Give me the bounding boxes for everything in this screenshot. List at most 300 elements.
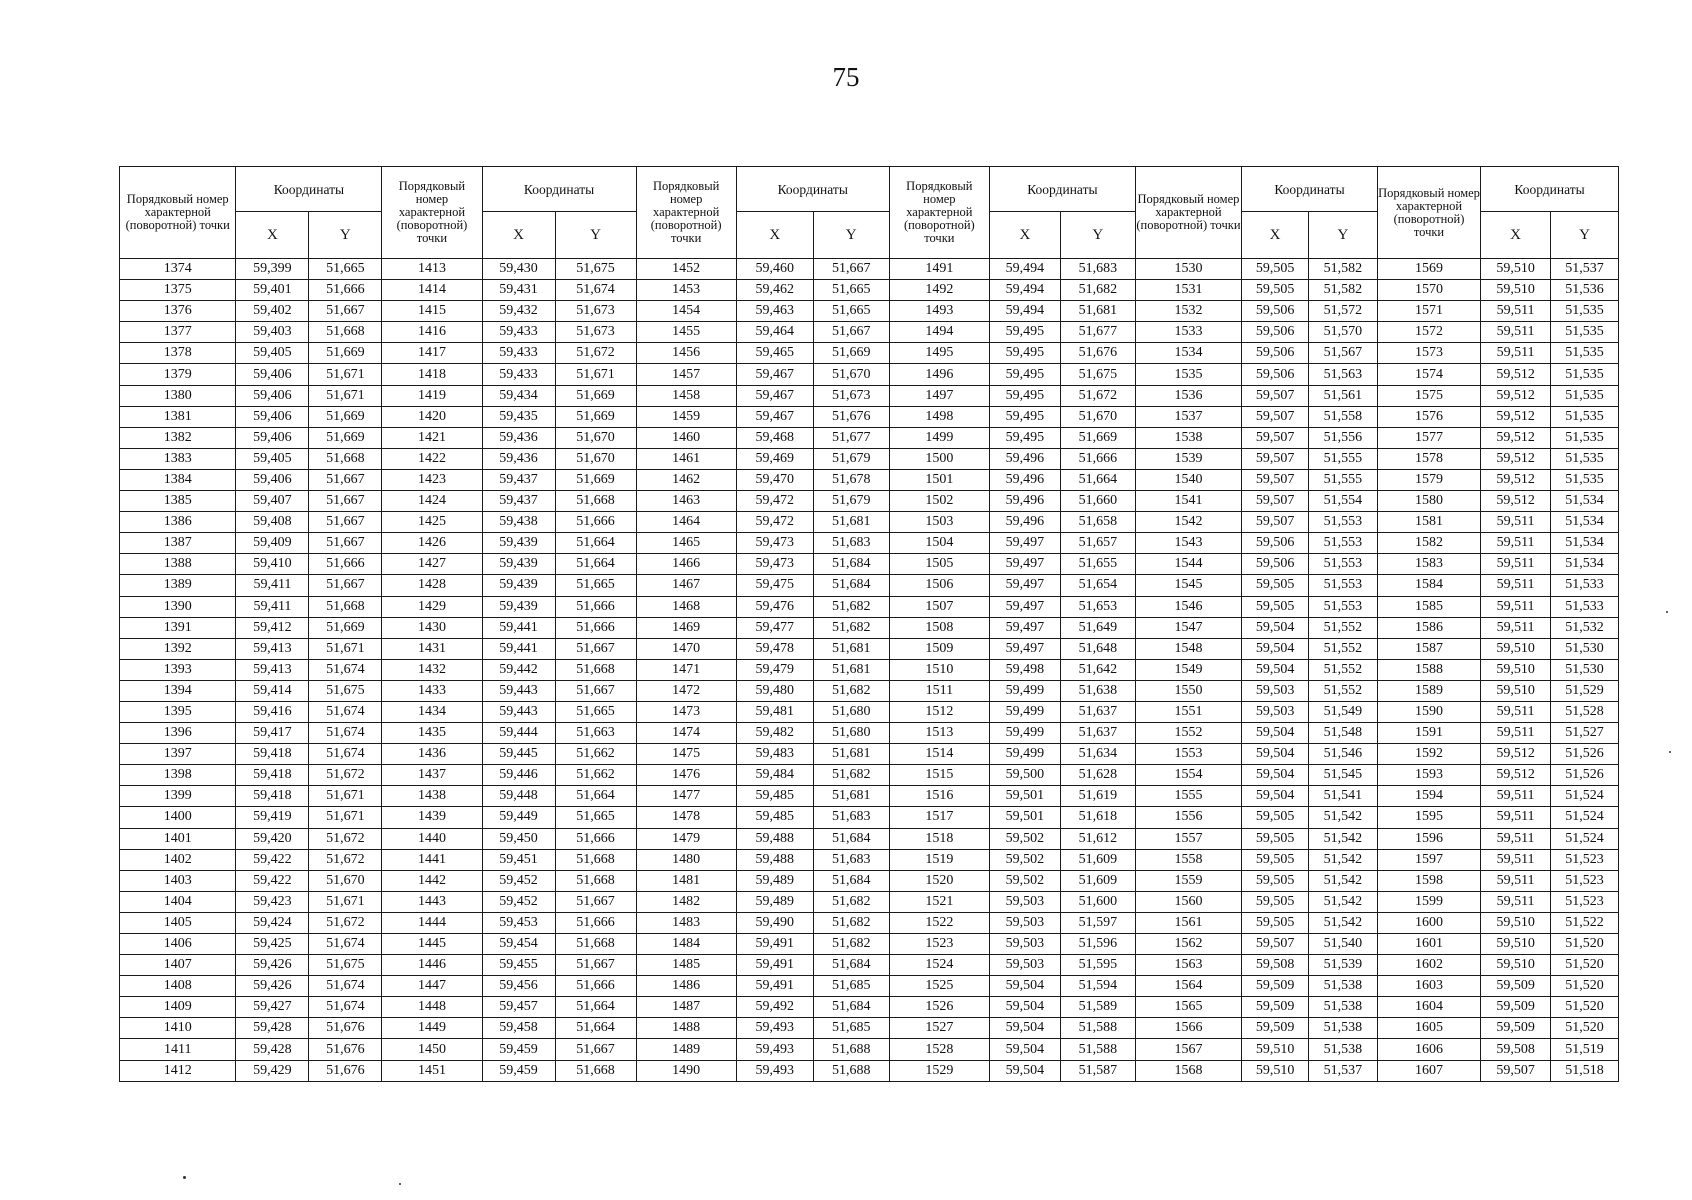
y-coordinate-cell: 51,681 [813,638,889,659]
point-number-cell: 1484 [636,934,736,955]
table-row [120,934,1619,955]
point-number-cell: 1504 [889,533,989,554]
y-coordinate-cell: 51,674 [555,280,636,301]
y-coordinate-cell: 51,666 [555,512,636,533]
y-header: Y [1308,212,1377,259]
point-number-cell: 1460 [636,427,736,448]
x-coordinate-cell: 59,504 [1242,659,1309,680]
table-row [120,491,1619,512]
y-coordinate-cell: 51,677 [1060,322,1135,343]
point-number-cell: 1407 [120,955,236,976]
point-number-cell: 1392 [120,638,236,659]
x-coordinate-cell: 59,422 [236,870,309,891]
x-coordinate-cell: 59,493 [736,1039,813,1060]
y-coordinate-cell: 51,674 [309,997,382,1018]
point-number-cell: 1552 [1135,723,1241,744]
point-number-cell: 1394 [120,680,236,701]
y-coordinate-cell: 51,638 [1060,680,1135,701]
y-coordinate-cell: 51,683 [813,533,889,554]
x-coordinate-cell: 59,467 [736,385,813,406]
x-coordinate-cell: 59,509 [1481,1018,1551,1039]
x-coordinate-cell: 59,456 [482,976,555,997]
y-coordinate-cell: 51,597 [1060,912,1135,933]
point-number-cell: 1498 [889,406,989,427]
y-coordinate-cell: 51,533 [1551,596,1619,617]
y-coordinate-cell: 51,679 [813,448,889,469]
coordinates-header: Координаты [1242,167,1378,212]
x-coordinate-cell: 59,511 [1481,891,1551,912]
y-coordinate-cell: 51,535 [1551,322,1619,343]
point-number-cell: 1441 [382,849,482,870]
point-number-cell: 1488 [636,1018,736,1039]
point-number-header: Порядковый номер характерной (поворотной) точки [120,167,236,259]
x-coordinate-cell: 59,420 [236,828,309,849]
x-coordinate-cell: 59,503 [989,891,1060,912]
x-coordinate-cell: 59,475 [736,575,813,596]
table-row [120,322,1619,343]
point-number-cell: 1375 [120,280,236,301]
y-coordinate-cell: 51,666 [555,912,636,933]
x-header: X [1481,212,1551,259]
point-number-cell: 1472 [636,680,736,701]
point-number-cell: 1537 [1135,406,1241,427]
point-number-cell: 1491 [889,259,989,280]
x-coordinate-cell: 59,491 [736,976,813,997]
y-coordinate-cell: 51,683 [813,807,889,828]
table-row [120,448,1619,469]
y-coordinate-cell: 51,582 [1308,259,1377,280]
point-number-cell: 1526 [889,997,989,1018]
point-number-cell: 1419 [382,385,482,406]
y-coordinate-cell: 51,664 [555,786,636,807]
y-coordinate-cell: 51,520 [1551,1018,1619,1039]
point-number-cell: 1410 [120,1018,236,1039]
y-coordinate-cell: 51,520 [1551,934,1619,955]
y-coordinate-cell: 51,688 [813,1060,889,1081]
x-coordinate-cell: 59,496 [989,491,1060,512]
point-number-cell: 1401 [120,828,236,849]
x-coordinate-cell: 59,511 [1481,301,1551,322]
x-coordinate-cell: 59,428 [236,1018,309,1039]
x-coordinate-cell: 59,502 [989,828,1060,849]
x-coordinate-cell: 59,496 [989,512,1060,533]
y-coordinate-cell: 51,552 [1308,617,1377,638]
y-coordinate-cell: 51,669 [309,406,382,427]
coordinates-header: Координаты [989,167,1135,212]
table-row [120,659,1619,680]
x-coordinate-cell: 59,457 [482,997,555,1018]
x-coordinate-cell: 59,503 [1242,701,1309,722]
point-number-cell: 1525 [889,976,989,997]
y-coordinate-cell: 51,554 [1308,491,1377,512]
point-number-cell: 1603 [1377,976,1480,997]
point-number-cell: 1553 [1135,744,1241,765]
x-coordinate-cell: 59,501 [989,786,1060,807]
x-coordinate-cell: 59,497 [989,575,1060,596]
point-number-header: Порядковый номер характерной (поворотной) точки [382,167,482,259]
point-number-cell: 1384 [120,469,236,490]
x-coordinate-cell: 59,414 [236,680,309,701]
point-number-cell: 1490 [636,1060,736,1081]
point-number-cell: 1607 [1377,1060,1480,1081]
x-coordinate-cell: 59,426 [236,976,309,997]
y-coordinate-cell: 51,682 [813,912,889,933]
point-number-cell: 1586 [1377,617,1480,638]
point-number-cell: 1420 [382,406,482,427]
y-coordinate-cell: 51,637 [1060,701,1135,722]
y-coordinate-cell: 51,679 [813,491,889,512]
y-coordinate-cell: 51,671 [309,807,382,828]
point-number-cell: 1544 [1135,554,1241,575]
point-number-cell: 1486 [636,976,736,997]
point-number-cell: 1598 [1377,870,1480,891]
x-coordinate-cell: 59,499 [989,744,1060,765]
y-coordinate-cell: 51,670 [813,364,889,385]
x-coordinate-cell: 59,449 [482,807,555,828]
point-number-cell: 1471 [636,659,736,680]
y-coordinate-cell: 51,561 [1308,385,1377,406]
x-coordinate-cell: 59,511 [1481,575,1551,596]
y-coordinate-cell: 51,682 [813,765,889,786]
table-row [120,259,1619,280]
y-coordinate-cell: 51,548 [1308,723,1377,744]
y-coordinate-cell: 51,540 [1308,934,1377,955]
x-coordinate-cell: 59,428 [236,1039,309,1060]
point-number-cell: 1411 [120,1039,236,1060]
table-row [120,680,1619,701]
x-coordinate-cell: 59,462 [736,280,813,301]
y-coordinate-cell: 51,682 [813,680,889,701]
point-number-cell: 1379 [120,364,236,385]
point-number-cell: 1482 [636,891,736,912]
y-coordinate-cell: 51,669 [1060,427,1135,448]
y-coordinate-cell: 51,666 [309,554,382,575]
x-coordinate-cell: 59,499 [989,701,1060,722]
point-number-cell: 1557 [1135,828,1241,849]
y-coordinate-cell: 51,684 [813,575,889,596]
y-coordinate-cell: 51,529 [1551,680,1619,701]
x-coordinate-cell: 59,464 [736,322,813,343]
point-number-cell: 1428 [382,575,482,596]
point-number-cell: 1494 [889,322,989,343]
y-coordinate-cell: 51,534 [1551,554,1619,575]
table-row [120,406,1619,427]
table-row [120,280,1619,301]
table-row [120,364,1619,385]
y-coordinate-cell: 51,670 [555,427,636,448]
point-number-cell: 1466 [636,554,736,575]
point-number-cell: 1529 [889,1060,989,1081]
point-number-cell: 1463 [636,491,736,512]
y-coordinate-cell: 51,671 [309,786,382,807]
x-coordinate-cell: 59,490 [736,912,813,933]
table-row [120,828,1619,849]
x-coordinate-cell: 59,472 [736,512,813,533]
x-coordinate-cell: 59,505 [1242,849,1309,870]
y-coordinate-cell: 51,684 [813,870,889,891]
y-coordinate-cell: 51,669 [555,469,636,490]
x-coordinate-cell: 59,472 [736,491,813,512]
x-coordinate-cell: 59,485 [736,807,813,828]
x-coordinate-cell: 59,511 [1481,849,1551,870]
point-number-cell: 1520 [889,870,989,891]
point-number-cell: 1522 [889,912,989,933]
x-coordinate-cell: 59,512 [1481,491,1551,512]
y-coordinate-cell: 51,655 [1060,554,1135,575]
y-coordinate-cell: 51,619 [1060,786,1135,807]
point-number-cell: 1606 [1377,1039,1480,1060]
x-coordinate-cell: 59,494 [989,259,1060,280]
y-coordinate-cell: 51,669 [309,617,382,638]
point-number-cell: 1521 [889,891,989,912]
table-row [120,554,1619,575]
x-coordinate-cell: 59,512 [1481,364,1551,385]
x-coordinate-cell: 59,505 [1242,807,1309,828]
x-coordinate-cell: 59,452 [482,870,555,891]
point-number-cell: 1400 [120,807,236,828]
y-coordinate-cell: 51,553 [1308,533,1377,554]
point-number-cell: 1434 [382,701,482,722]
x-coordinate-cell: 59,497 [989,554,1060,575]
point-number-cell: 1590 [1377,701,1480,722]
scan-speck [1666,611,1668,613]
x-coordinate-cell: 59,512 [1481,469,1551,490]
coordinates-table [119,166,1619,1082]
y-coordinate-cell: 51,532 [1551,617,1619,638]
x-coordinate-cell: 59,511 [1481,828,1551,849]
y-coordinate-cell: 51,658 [1060,512,1135,533]
y-coordinate-cell: 51,671 [555,364,636,385]
x-coordinate-cell: 59,506 [1242,301,1309,322]
x-coordinate-cell: 59,509 [1481,976,1551,997]
x-coordinate-cell: 59,445 [482,744,555,765]
y-coordinate-cell: 51,535 [1551,364,1619,385]
table-row [120,343,1619,364]
x-coordinate-cell: 59,504 [989,1060,1060,1081]
y-coordinate-cell: 51,668 [309,322,382,343]
point-number-cell: 1592 [1377,744,1480,765]
y-coordinate-cell: 51,553 [1308,575,1377,596]
point-number-cell: 1573 [1377,343,1480,364]
x-coordinate-cell: 59,406 [236,469,309,490]
y-coordinate-cell: 51,567 [1308,343,1377,364]
y-coordinate-cell: 51,684 [813,828,889,849]
y-coordinate-cell: 51,549 [1308,701,1377,722]
point-number-cell: 1446 [382,955,482,976]
y-coordinate-cell: 51,609 [1060,870,1135,891]
x-coordinate-cell: 59,477 [736,617,813,638]
point-number-cell: 1382 [120,427,236,448]
x-coordinate-cell: 59,511 [1481,533,1551,554]
y-coordinate-cell: 51,526 [1551,744,1619,765]
point-number-cell: 1455 [636,322,736,343]
y-coordinate-cell: 51,518 [1551,1060,1619,1081]
y-coordinate-cell: 51,667 [309,301,382,322]
point-number-cell: 1398 [120,765,236,786]
y-coordinate-cell: 51,669 [555,406,636,427]
point-number-cell: 1535 [1135,364,1241,385]
x-coordinate-cell: 59,510 [1481,912,1551,933]
x-coordinate-cell: 59,509 [1242,997,1309,1018]
x-coordinate-cell: 59,504 [1242,617,1309,638]
scan-speck [183,1176,186,1179]
point-number-cell: 1474 [636,723,736,744]
y-coordinate-cell: 51,535 [1551,385,1619,406]
y-coordinate-cell: 51,668 [309,596,382,617]
point-number-cell: 1600 [1377,912,1480,933]
point-number-cell: 1431 [382,638,482,659]
x-coordinate-cell: 59,433 [482,343,555,364]
x-coordinate-cell: 59,431 [482,280,555,301]
x-coordinate-cell: 59,496 [989,469,1060,490]
x-coordinate-cell: 59,409 [236,533,309,554]
y-coordinate-cell: 51,588 [1060,1039,1135,1060]
x-coordinate-cell: 59,509 [1481,997,1551,1018]
point-number-cell: 1476 [636,765,736,786]
y-coordinate-cell: 51,688 [813,1039,889,1060]
x-coordinate-cell: 59,499 [989,680,1060,701]
x-coordinate-cell: 59,507 [1242,491,1309,512]
x-coordinate-cell: 59,493 [736,1018,813,1039]
table-header [120,167,1619,259]
y-coordinate-cell: 51,672 [309,765,382,786]
point-number-cell: 1388 [120,554,236,575]
y-coordinate-cell: 51,563 [1308,364,1377,385]
x-coordinate-cell: 59,479 [736,659,813,680]
point-number-cell: 1386 [120,512,236,533]
point-number-cell: 1528 [889,1039,989,1060]
point-number-cell: 1582 [1377,533,1480,554]
y-coordinate-cell: 51,542 [1308,912,1377,933]
y-coordinate-cell: 51,552 [1308,680,1377,701]
point-number-cell: 1387 [120,533,236,554]
point-number-cell: 1563 [1135,955,1241,976]
y-coordinate-cell: 51,542 [1308,870,1377,891]
point-number-cell: 1506 [889,575,989,596]
x-coordinate-cell: 59,503 [989,912,1060,933]
point-number-cell: 1569 [1377,259,1480,280]
y-coordinate-cell: 51,533 [1551,575,1619,596]
x-coordinate-cell: 59,510 [1481,680,1551,701]
point-number-cell: 1429 [382,596,482,617]
x-coordinate-cell: 59,460 [736,259,813,280]
y-coordinate-cell: 51,667 [309,512,382,533]
y-coordinate-cell: 51,675 [1060,364,1135,385]
x-coordinate-cell: 59,502 [989,870,1060,891]
point-number-cell: 1533 [1135,322,1241,343]
point-number-cell: 1581 [1377,512,1480,533]
x-coordinate-cell: 59,511 [1481,322,1551,343]
x-coordinate-cell: 59,442 [482,659,555,680]
y-coordinate-cell: 51,667 [555,955,636,976]
x-coordinate-cell: 59,497 [989,596,1060,617]
x-coordinate-cell: 59,437 [482,469,555,490]
x-coordinate-cell: 59,512 [1481,765,1551,786]
x-coordinate-cell: 59,424 [236,912,309,933]
x-coordinate-cell: 59,439 [482,596,555,617]
point-number-cell: 1511 [889,680,989,701]
y-coordinate-cell: 51,535 [1551,427,1619,448]
y-coordinate-cell: 51,539 [1308,955,1377,976]
x-coordinate-cell: 59,467 [736,406,813,427]
y-coordinate-cell: 51,684 [813,554,889,575]
y-coordinate-cell: 51,670 [1060,406,1135,427]
x-coordinate-cell: 59,510 [1481,955,1551,976]
y-coordinate-cell: 51,654 [1060,575,1135,596]
point-number-cell: 1602 [1377,955,1480,976]
point-number-cell: 1464 [636,512,736,533]
y-coordinate-cell: 51,542 [1308,828,1377,849]
y-coordinate-cell: 51,519 [1551,1039,1619,1060]
y-coordinate-cell: 51,671 [309,891,382,912]
y-coordinate-cell: 51,534 [1551,533,1619,554]
y-coordinate-cell: 51,676 [1060,343,1135,364]
point-number-cell: 1572 [1377,322,1480,343]
y-coordinate-cell: 51,587 [1060,1060,1135,1081]
table-row [120,1039,1619,1060]
x-coordinate-cell: 59,410 [236,554,309,575]
point-number-cell: 1430 [382,617,482,638]
x-coordinate-cell: 59,473 [736,554,813,575]
x-coordinate-cell: 59,435 [482,406,555,427]
x-coordinate-cell: 59,511 [1481,807,1551,828]
x-coordinate-cell: 59,439 [482,554,555,575]
x-coordinate-cell: 59,498 [989,659,1060,680]
y-coordinate-cell: 51,669 [309,343,382,364]
point-number-cell: 1513 [889,723,989,744]
x-coordinate-cell: 59,507 [1242,385,1309,406]
point-number-cell: 1417 [382,343,482,364]
x-coordinate-cell: 59,511 [1481,701,1551,722]
point-number-cell: 1560 [1135,891,1241,912]
point-number-cell: 1591 [1377,723,1480,744]
point-number-cell: 1423 [382,469,482,490]
y-coordinate-cell: 51,682 [813,934,889,955]
y-coordinate-cell: 51,523 [1551,849,1619,870]
x-coordinate-cell: 59,411 [236,575,309,596]
point-number-cell: 1414 [382,280,482,301]
x-coordinate-cell: 59,418 [236,744,309,765]
scan-speck [1669,751,1671,753]
y-coordinate-cell: 51,555 [1308,448,1377,469]
y-coordinate-cell: 51,552 [1308,638,1377,659]
x-coordinate-cell: 59,443 [482,701,555,722]
point-number-cell: 1561 [1135,912,1241,933]
y-coordinate-cell: 51,680 [813,701,889,722]
y-coordinate-cell: 51,671 [309,364,382,385]
y-coordinate-cell: 51,669 [555,385,636,406]
y-coordinate-cell: 51,541 [1308,786,1377,807]
point-number-cell: 1378 [120,343,236,364]
y-coordinate-cell: 51,595 [1060,955,1135,976]
y-coordinate-cell: 51,669 [813,343,889,364]
y-coordinate-cell: 51,535 [1551,406,1619,427]
y-coordinate-cell: 51,666 [555,596,636,617]
x-coordinate-cell: 59,478 [736,638,813,659]
x-coordinate-cell: 59,495 [989,406,1060,427]
y-coordinate-cell: 51,681 [813,744,889,765]
y-coordinate-cell: 51,527 [1551,723,1619,744]
point-number-cell: 1439 [382,807,482,828]
point-number-cell: 1456 [636,343,736,364]
x-coordinate-cell: 59,510 [1481,280,1551,301]
y-coordinate-cell: 51,649 [1060,617,1135,638]
y-coordinate-cell: 51,542 [1308,891,1377,912]
y-coordinate-cell: 51,582 [1308,280,1377,301]
point-number-cell: 1496 [889,364,989,385]
point-number-cell: 1381 [120,406,236,427]
x-coordinate-cell: 59,507 [1242,934,1309,955]
